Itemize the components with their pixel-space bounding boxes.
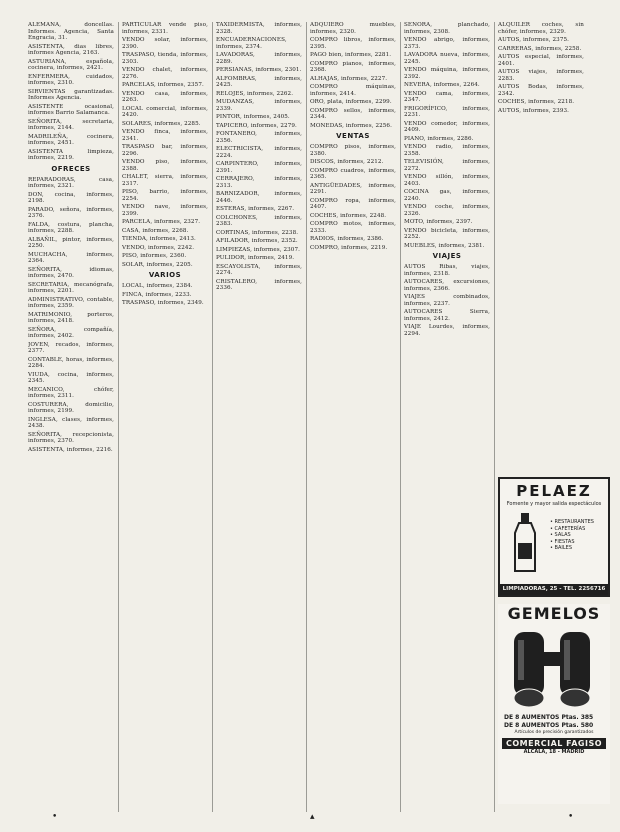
ad-item: SOLARES, informes, 2285. xyxy=(122,120,201,127)
ad-item: VENDO abrigo, informes, 2373. xyxy=(404,37,490,50)
ad-item: AUTOS Ribas, viajes, informes, 2318. xyxy=(404,264,490,277)
ad-item: ORO, plata, informes, 2299. xyxy=(310,99,392,105)
ad-item: ASISTENTA, informes, 2216. xyxy=(28,446,113,453)
ad-item: RADIOS, informes, 2386. xyxy=(310,236,384,242)
price-line-1: DE 8 AUMENTOS Ptas. 385 xyxy=(504,714,594,721)
column-divider xyxy=(400,22,401,812)
gemelos-note: Artículos de precisión garantizados xyxy=(514,730,594,735)
ad-item: FALDA, costura, plancha, informes, 2288. xyxy=(28,221,114,234)
section-heading-viajes: VIAJES xyxy=(432,252,462,260)
ad-item: INGLESA, clases, informes, 2438. xyxy=(28,416,114,429)
list-item: • CAFETERÍAS xyxy=(550,525,586,532)
ad-item: COCINA gas, informes, 2240. xyxy=(404,189,490,202)
binoculars-icon xyxy=(504,626,604,712)
column-divider xyxy=(212,22,213,812)
ad-item: PISO, informes, 2360. xyxy=(122,253,187,259)
gemelos-address: ALCALÁ, 18 - MADRID xyxy=(523,749,585,755)
ad-item: TIENDA, informes, 2413. xyxy=(122,236,196,242)
ad-item: FRIGORÍFICO, informes, 2231. xyxy=(404,105,490,118)
ad-item: FONTANERO, informes, 2356. xyxy=(216,131,302,144)
ad-item: CERRAJERO, informes, 2313. xyxy=(216,176,302,189)
ad-item: LOCAL, informes, 2384. xyxy=(122,283,193,289)
ad-item: PISO, barrio, informes, 2254. xyxy=(122,189,208,202)
ad-item: PARTICULAR vende piso, informes, 2331. xyxy=(122,22,208,35)
ad-item: COLCHONES, informes, 2383. xyxy=(216,214,302,227)
ad-item: AUTOCARES Sierra, informes, 2412. xyxy=(404,309,490,322)
ad-item: VENDO bicicleta, informes, 2252. xyxy=(404,227,490,240)
ad-item: PULIDOR, informes, 2419. xyxy=(216,255,295,261)
ad-item: SEÑORITA, secretaria, informes, 2144. xyxy=(28,118,114,131)
ad-item: RELOJES, informes, 2262. xyxy=(216,90,294,97)
ad-item: COMPRO sellos, informes, 2344. xyxy=(310,107,396,120)
ad-item: SEÑORA, compañía, informes, 2402. xyxy=(28,326,114,339)
ad-item: SIRVIENTAS garantizadas. Informes Agencia. xyxy=(28,88,114,101)
ad-item: TRASPASO bar, informes, 2296. xyxy=(122,144,208,157)
ad-item: PARADO, señora, informes, 2376. xyxy=(28,206,114,219)
gemelos-details xyxy=(498,714,610,756)
ad-item: COMPRO libros, informes, 2395. xyxy=(310,37,396,50)
ad-item: PERSIANAS, informes, 2301. xyxy=(216,67,302,73)
ad-item: AUTOS Bodas, informes, 2342. xyxy=(498,84,584,97)
ad-item: COMPRO ropa, informes, 2407. xyxy=(310,197,396,210)
ad-item: VENDO casa, informes, 2263. xyxy=(122,90,208,103)
ad-item: COMPRO pisos, informes, 2380. xyxy=(310,144,396,157)
pelaez-list xyxy=(550,519,594,552)
column-divider xyxy=(494,22,495,812)
ad-item: DON, cocina, informes, 2198. xyxy=(28,191,114,204)
ad-item: ADQUIERO muebles, informes, 2320. xyxy=(310,22,396,35)
ad-item: LOCAL comercial, informes, 2420. xyxy=(122,105,208,118)
ad-item: LAVADORAS, informes, 2289. xyxy=(216,52,302,65)
ad-item: VENDO nave, informes, 2399. xyxy=(122,204,208,217)
ad-item: VIUDA, cocina, informes, 2345. xyxy=(28,371,114,384)
ad-item: ALBAÑIL, pintor, informes, 2250. xyxy=(28,236,114,249)
ad-item: ALHAJAS, informes, 2227. xyxy=(310,75,388,82)
ad-column-3 xyxy=(216,22,302,812)
ad-item: TAPICERO, informes, 2279. xyxy=(216,122,297,129)
list-item: • SALAS xyxy=(550,532,571,538)
ad-column-1 xyxy=(28,22,114,812)
ad-item: PAGO bien, informes, 2281. xyxy=(310,52,392,58)
ad-item: PARCELAS, informes, 2357. xyxy=(122,82,204,88)
ad-item: ADMINISTRATIVO, contable, informes, 2359. xyxy=(28,296,114,309)
section-heading-varios: VARIOS xyxy=(148,271,182,279)
ad-item: CRISTALERO, informes, 2336. xyxy=(216,278,302,291)
ad-item: VENDO piso, informes, 2388. xyxy=(122,159,208,172)
classifieds-page xyxy=(28,22,608,822)
ad-item: TRASPASO, tienda, informes, 2303. xyxy=(122,52,208,65)
ad-item: MOTO, informes, 2397. xyxy=(404,219,473,225)
ad-item: COSTURERA, domicilio, informes, 2199. xyxy=(28,401,114,414)
pelaez-title: PELAEZ xyxy=(516,482,592,500)
ad-item: TRASPASO, informes, 2349. xyxy=(122,300,204,306)
ad-item: COMPRO cuadros, informes, 2365. xyxy=(310,167,396,180)
pelaez-footer: LIMPIADORAS, 25 - TEL. 2256716 xyxy=(500,584,608,595)
section-heading-ofreces: OFRECES xyxy=(51,164,91,173)
ad-item: SEÑORITA, idiomas, informes, 2470. xyxy=(28,266,114,279)
ad-item: MUEBLES, informes, 2381. xyxy=(404,242,485,249)
ad-item: AUTOCARES, excursiones, informes, 2366. xyxy=(404,279,490,292)
ad-item: BARNIZADOR, informes, 2446. xyxy=(216,191,302,204)
gemelos-advertisement xyxy=(498,604,610,804)
list-item: • BAILES xyxy=(550,545,572,551)
page-mark: • xyxy=(52,812,58,822)
ad-item: SEÑORITA, recepcionista, informes, 2370. xyxy=(28,431,114,444)
ad-item: ALEMANA, doncellas. Informes. Agencia, Santa Engracia, 31. xyxy=(28,22,114,41)
ad-item: VENDO sillón, informes, 2403. xyxy=(404,174,490,187)
ad-item: ENCUADERNACIONES, informes, 2374. xyxy=(216,37,287,50)
list-item: • RESTAURANTES xyxy=(550,519,594,525)
ad-item: LIMPIEZAS, informes, 2307. xyxy=(216,246,300,253)
ad-item: LAVADORA nueva, informes, 2245. xyxy=(404,52,490,65)
ad-item: PIANO, informes, 2286. xyxy=(404,135,474,142)
ad-item: FINCA, informes, 2233. xyxy=(122,291,192,298)
ad-item: SEÑORA, planchado, informes, 2308. xyxy=(404,22,490,35)
ad-item: ALQUILER coches, sin chófer, informes, 2329. xyxy=(498,22,584,35)
ad-item: MUCHACHA, informes, 2364. xyxy=(28,251,114,264)
ad-column-4 xyxy=(310,22,396,812)
ad-item: VENDO cama, informes, 2347. xyxy=(404,90,490,103)
ad-item: COCHES, informes, 2248. xyxy=(310,212,387,219)
ad-item: AFILADOR, informes, 2352. xyxy=(216,238,298,244)
ad-item: ASTURIANA, española, cocinera, informes, 2421. xyxy=(28,58,114,71)
ad-item: ASISTENTA limpieza, informes, 2219. xyxy=(28,148,114,161)
ad-item: CARRERAS, informes, 2258. xyxy=(498,45,582,52)
ad-item: MATRIMONIO, porteros, informes, 2418. xyxy=(28,311,114,324)
ad-item: COCHES, informes, 2218. xyxy=(498,99,575,105)
ad-item: COMPRO pianos, informes, 2368. xyxy=(310,60,396,73)
ad-item: ASISTENTA, dias libres, informes Agencia, 2163. xyxy=(28,43,114,56)
ad-item: AUTOS viajes, informes, 2283. xyxy=(498,69,584,82)
ad-item: SOLAR, informes, 2205. xyxy=(122,261,193,268)
ad-item: MADRILEÑA, cocinera, informes, 2451. xyxy=(28,133,114,146)
ad-item: MECANICO, chófer, informes, 2311. xyxy=(28,386,114,399)
ad-column-6 xyxy=(498,22,584,447)
ad-item: VENDO coche, informes, 2326. xyxy=(404,204,490,217)
pelaez-subtitle: Fomente y mayor salida espectáculos xyxy=(506,501,602,507)
ad-item: COMPRO, informes, 2219. xyxy=(310,244,388,251)
ad-item: VIAJE Lourdes, informes, 2294. xyxy=(404,324,490,337)
ad-item: MUDANZAS, informes, 2339. xyxy=(216,99,302,112)
page-mark: • xyxy=(568,812,574,822)
ad-item: VENDO comedor, informes, 2409. xyxy=(404,120,490,133)
ad-item: AUTOS, informes, 2393. xyxy=(498,107,570,114)
ad-item: JOVEN, recados, informes, 2377. xyxy=(28,341,114,354)
ad-item: VENDO, informes, 2242. xyxy=(122,244,195,251)
ad-item: NEVERA, informes, 2264. xyxy=(404,82,480,88)
ad-item: VIAJES combinados, informes, 2237. xyxy=(404,294,490,307)
bottle-icon xyxy=(510,513,540,573)
ad-item: AUTOS especial, informes, 2401. xyxy=(498,54,584,67)
ad-item: CONTABLE, horas, informes, 2284. xyxy=(28,356,114,369)
ad-item: VENDO radio, informes, 2358. xyxy=(404,144,490,157)
ad-item: VENDO finca, informes, 2341. xyxy=(122,129,208,142)
ad-item: AUTOS, informes, 2375. xyxy=(498,37,570,43)
section-heading-ventas: VENTAS xyxy=(336,132,370,140)
ad-item: ESCAYOLISTA, informes, 2274. xyxy=(216,263,302,276)
ad-item: ENFERMERA, cuidados, informes, 2310. xyxy=(28,73,114,86)
ad-item: VENDO máquina, informes, 2392. xyxy=(404,67,490,80)
ad-item: ALFOMBRAS, informes, 2425. xyxy=(216,75,302,88)
ad-item: CARPINTERO, informes, 2391. xyxy=(216,161,302,174)
list-item: • FIESTAS xyxy=(550,538,575,545)
gemelos-title: GEMELOS xyxy=(507,604,601,623)
column-divider xyxy=(118,22,119,812)
ad-item: CASA, informes, 2268. xyxy=(122,227,189,234)
ad-item: SECRETARIA, mecanógrafa, informes, 2201. xyxy=(28,281,114,294)
pelaez-advertisement xyxy=(498,477,610,597)
ad-item: COMPRO motos, informes, 2333. xyxy=(310,221,396,234)
ad-item: ASISTENTE ocasional, informes Barrio Salamanca. xyxy=(28,103,114,116)
ad-item: ESTERAS, informes, 2267. xyxy=(216,206,295,212)
ad-item: DISCOS, informes, 2212. xyxy=(310,159,384,165)
ad-item: TAXIDERMISTA, informes, 2328. xyxy=(216,22,302,35)
page-mark: ▴ xyxy=(310,812,315,822)
ad-item: TELEVISIÓN, informes, 2272. xyxy=(404,159,490,172)
ad-item: REPARADORAS, casa, informes, 2321. xyxy=(28,176,114,189)
ad-item: ANTIGÜEDADES, informes, 2291. xyxy=(310,182,396,195)
ad-item: VENDO solar, informes, 2390. xyxy=(122,37,208,50)
ad-column-2 xyxy=(122,22,208,812)
ad-item: ELECTRICISTA, informes, 2224. xyxy=(216,146,302,159)
column-divider xyxy=(306,22,307,812)
ad-item: VENDO chalet, informes, 2276. xyxy=(122,67,208,80)
ad-item: PINTOR, informes, 2405. xyxy=(216,114,290,120)
ad-item: CHALET, sierra, informes, 2317. xyxy=(122,174,208,187)
ad-item: MONEDAS, informes, 2256. xyxy=(310,122,392,129)
price-line-2: DE 8 AUMENTOS Ptas. 580 xyxy=(504,722,594,729)
ad-column-5 xyxy=(404,22,490,812)
gemelos-brand: COMERCIAL FAGISO xyxy=(502,738,606,749)
ad-item: PARCELA, informes, 2327. xyxy=(122,219,201,225)
ad-item: CORTINAS, informes, 2238. xyxy=(216,229,299,236)
ad-item: COMPRO máquinas, informes, 2414. xyxy=(310,84,396,97)
